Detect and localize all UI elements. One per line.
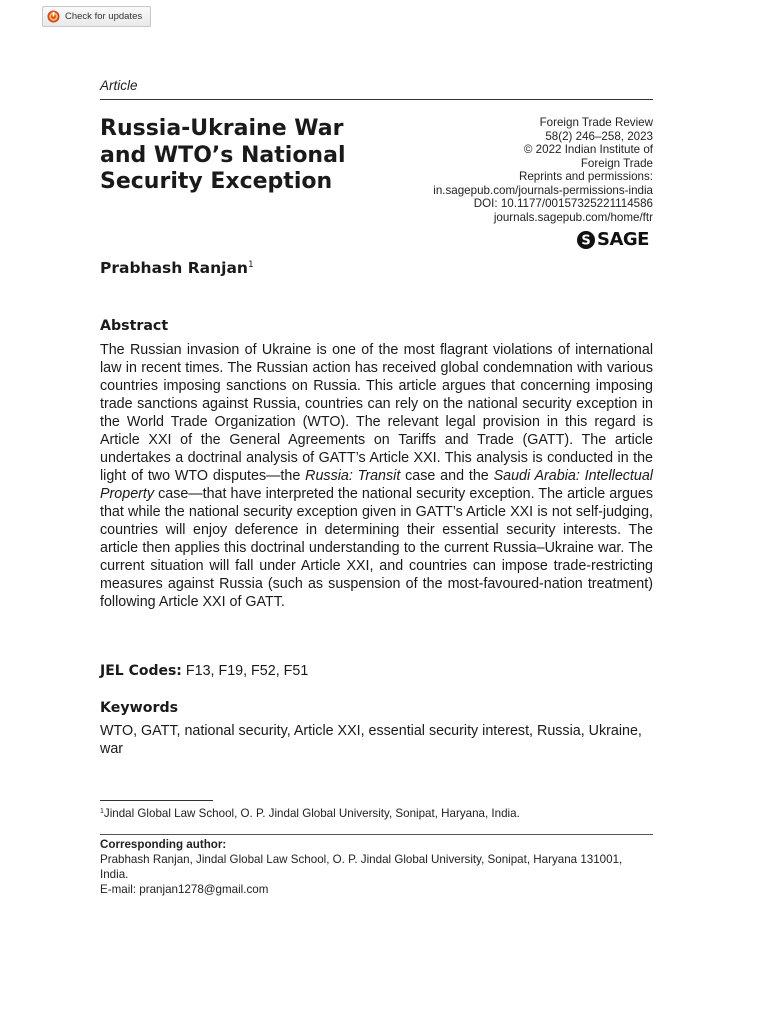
affiliation-footnote (100, 807, 520, 820)
publisher-logo-text: SAGE (597, 229, 649, 250)
check-for-updates-badge[interactable] (42, 6, 151, 27)
case-name: Saudi Arabia: Intellectual Property (100, 468, 653, 502)
jel-codes (100, 663, 308, 679)
corresponding-label: Corresponding author: (100, 838, 227, 851)
check-for-updates-label: Check for updates (65, 11, 143, 22)
reprints-label: Reprints and permissions: (518, 170, 653, 183)
keywords-text: WTO, GATT, national security, Article XXI, essential security interest, Russia, Ukraine, war (100, 723, 642, 757)
journal-name: Foreign Trade Review (539, 116, 653, 129)
case-name: Russia: Transit (305, 468, 401, 484)
author-name-text: Prabhash Ranjan (100, 259, 248, 277)
article-title (100, 116, 400, 196)
copyright-holder: Foreign Trade (580, 156, 653, 170)
keywords-heading: Keywords (100, 700, 179, 716)
abstract-part: case—that have interpreted the national security exception. The article argues that while the national security exception given in GATT’s Article XXI is not self-judging, countries will enjoy deference in determining their essential security interests. The article then applies this doctrinal understanding to the current Russia–Ukraine war. The current situation will fall under Article XXI, and countries can impose trade-restricting measures against Russia (such as suspension of the most-favoured-nation treatment) following Article XXI of GATT. (100, 486, 653, 610)
title-line: and WTO’s National (100, 142, 346, 168)
journal-home-link[interactable]: journals.sagepub.com/home/ftr (493, 210, 653, 224)
copyright-line: © 2022 Indian Institute of (523, 143, 653, 156)
doi-link[interactable]: DOI: 10.1177/00157325221114586 (473, 197, 653, 210)
author-affiliation-mark: 1 (247, 260, 254, 270)
journal-volume: 58(2) 246–258, 2023 (545, 129, 653, 143)
update-check-icon (47, 10, 60, 23)
title-line: Russia-Ukraine War (100, 116, 344, 141)
abstract-part: case and the (400, 468, 494, 484)
abstract-text (100, 341, 653, 611)
jel-label: JEL Codes: (100, 663, 182, 679)
jel-values: F13, F19, F52, F51 (181, 663, 309, 679)
author-name (100, 259, 254, 277)
footnote-divider (100, 800, 213, 801)
article-type-label: Article (100, 78, 138, 93)
footnote-text: Jindal Global Law School, O. P. Jindal Global University, Sonipat, Haryana, India. (103, 807, 520, 820)
abstract-part: The Russian invasion of Ukraine is one of the most flagrant violations of international law in recent times. The Russian action has received global condemnation with various countries imposing sanctions on Russia. This article argues that concerning imposing trade sanctions against Russia, countries can rely on the national security exception in the World Trade Organization (WTO). The relevant legal provision in this regard is Article XXI of the General Agreements on Tariffs and Trade (GATT). The article undertakes a doctrinal analysis of GATT’s Article XXI. This analysis is conducted in the light of two WTO disputes—the (100, 342, 653, 484)
svg-text:S: S (581, 233, 591, 249)
footnote-mark: 1 (100, 808, 104, 815)
corresponding-divider (100, 834, 653, 835)
publication-info (393, 116, 653, 224)
permissions-link[interactable]: in.sagepub.com/journals-permissions-india (433, 183, 653, 197)
corresponding-email[interactable]: E-mail: pranjan1278@gmail.com (100, 883, 269, 896)
abstract-heading: Abstract (100, 318, 169, 334)
corresponding-address: Prabhash Ranjan, Jindal Global Law School, O. P. Jindal Global University, Sonipat, Haryana 131001, India. (100, 853, 623, 881)
header-divider (100, 99, 653, 100)
title-line: Security Exception (100, 169, 333, 194)
corresponding-author-block (100, 837, 653, 897)
